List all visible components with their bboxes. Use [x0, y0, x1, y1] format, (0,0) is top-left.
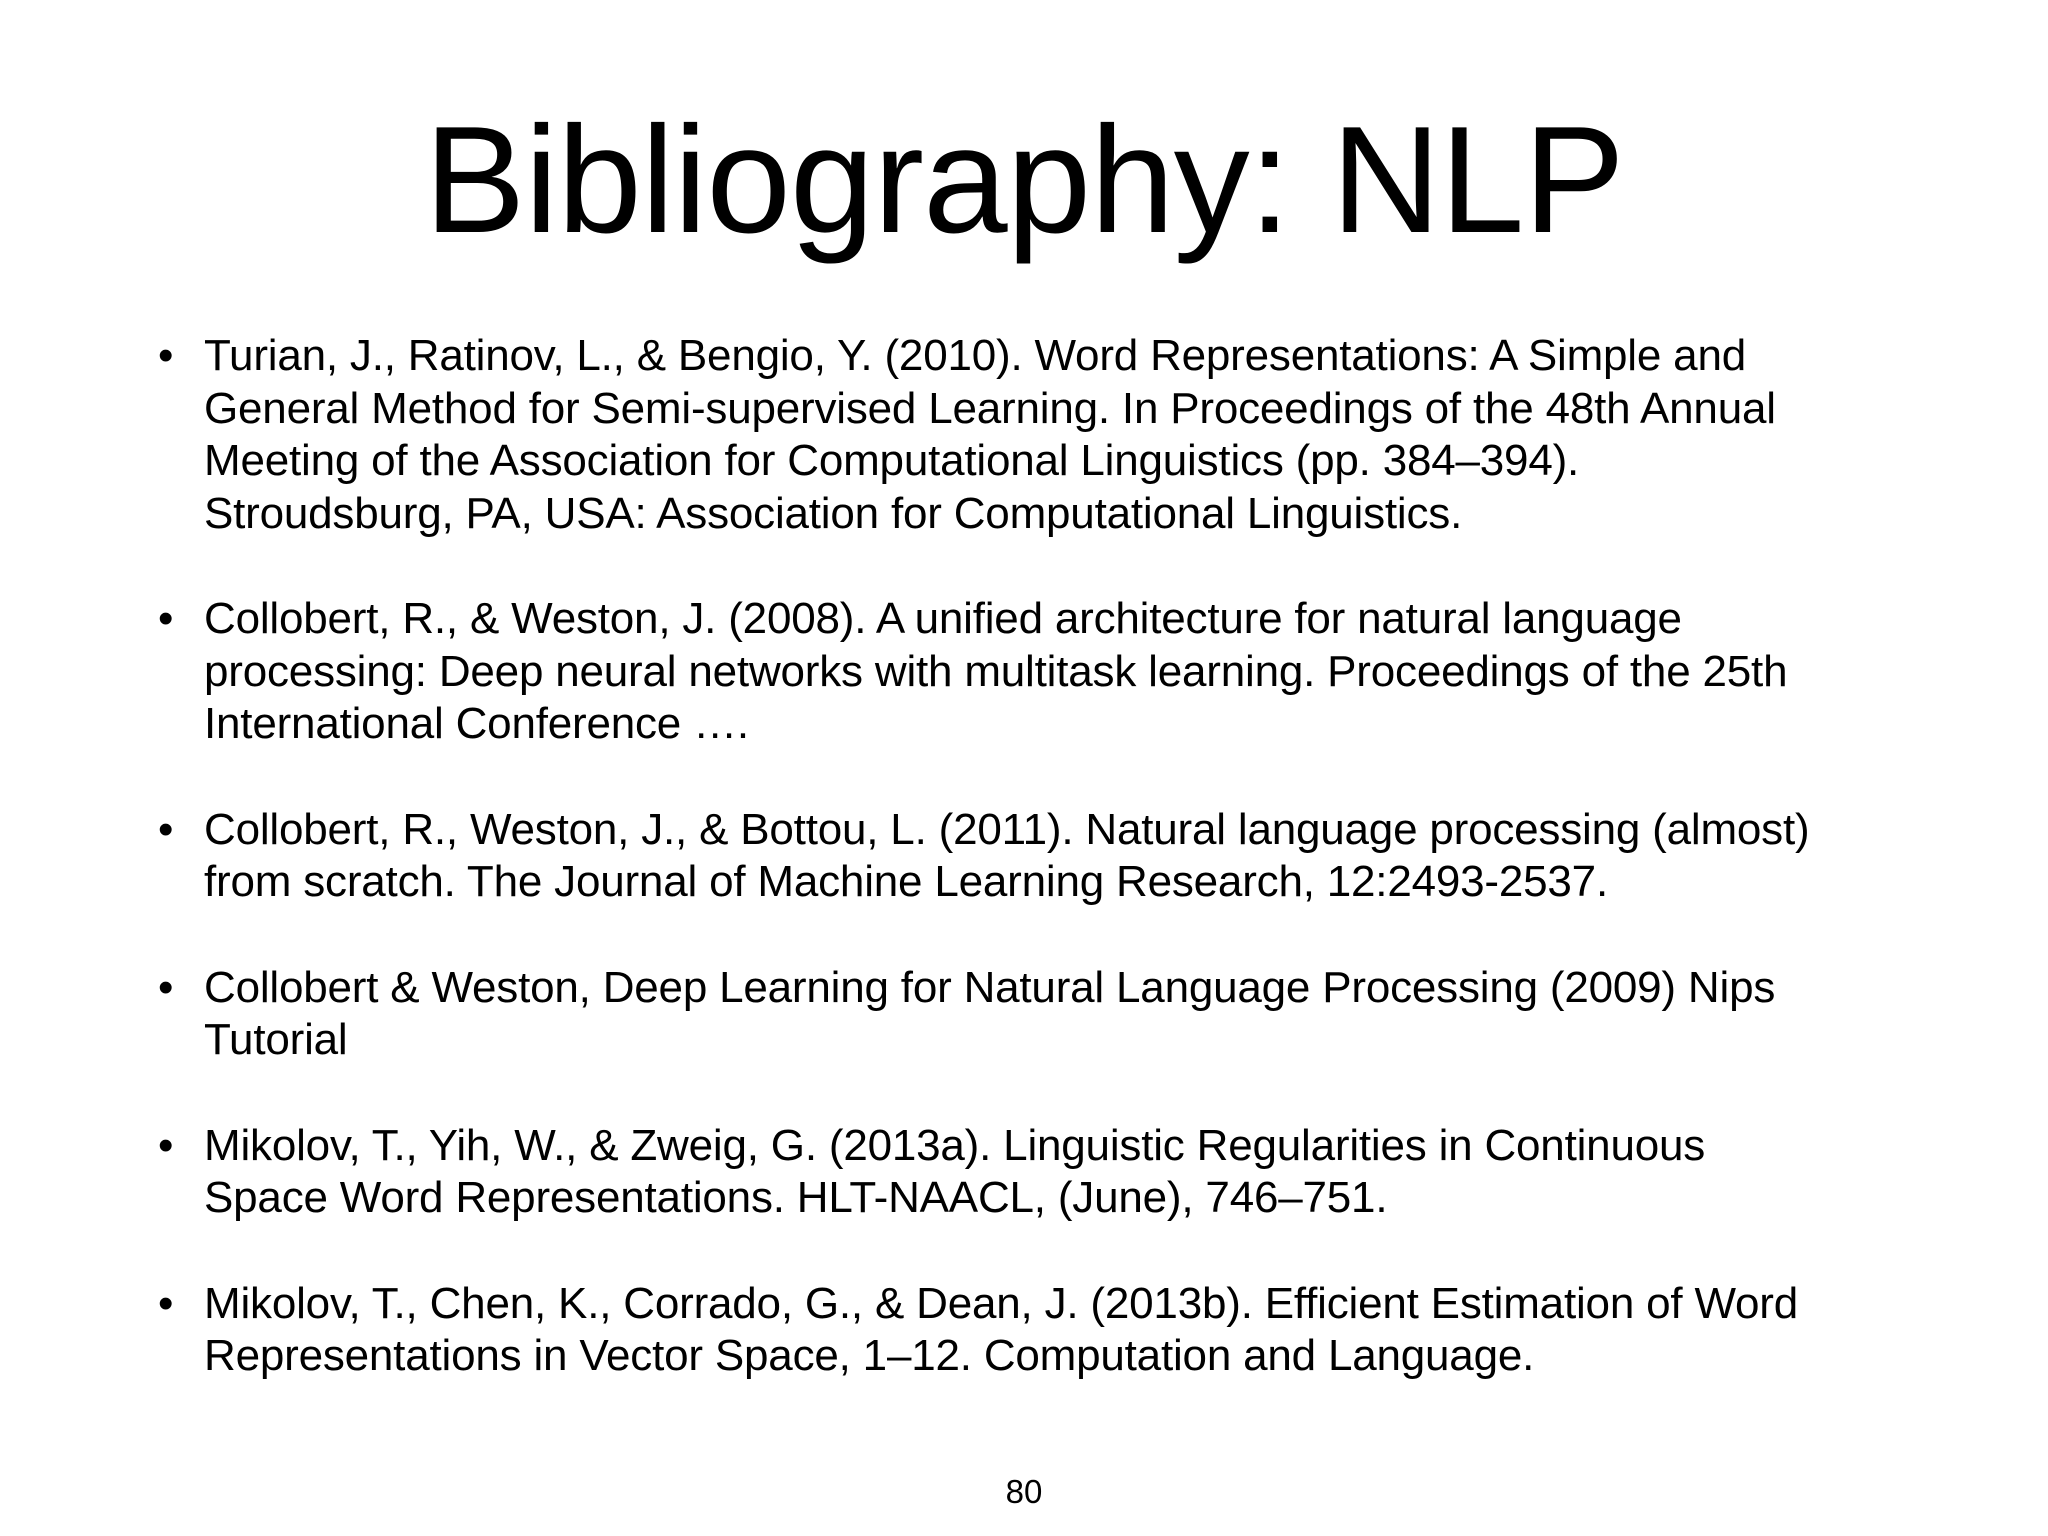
reference-line: from scratch. The Journal of Machine Learning Research, 12:2493-2537.: [204, 857, 1608, 906]
reference-item: [158, 804, 1918, 909]
reference-line: Stroudsburg, PA, USA: Association for Computational Linguistics.: [204, 488, 1463, 538]
slide-title: Bibliography: NLP: [424, 95, 1624, 265]
reference-line: Mikolov, T., Chen, K., Corrado, G., & Dean, J. (2013b). Efficient Estimation of Word: [204, 1278, 1798, 1328]
reference-line: Collobert, R., & Weston, J. (2008). A unified architecture for natural language: [204, 594, 1682, 643]
reference-item: [158, 593, 1918, 751]
reference-list: [158, 330, 1918, 1436]
bullet-icon: •: [158, 804, 174, 854]
reference-line: Collobert & Weston, Deep Learning for Natural Language Processing (2009) Nips: [204, 962, 1776, 1012]
reference-line: Collobert, R., Weston, J., & Bottou, L. (2011). Natural language processing (almost): [204, 804, 1810, 854]
bullet-icon: •: [158, 962, 174, 1012]
reference-item: [158, 1278, 1918, 1383]
reference-item: [158, 1120, 1918, 1225]
bullet-icon: •: [158, 1120, 174, 1170]
reference-line: International Conference ….: [204, 699, 749, 748]
bullet-icon: •: [158, 594, 174, 643]
page-number: 80: [1005, 1473, 1043, 1510]
reference-line: General Method for Semi-supervised Learning. In Proceedings of the 48th Annual: [204, 383, 1776, 433]
reference-item: [158, 330, 1918, 540]
reference-line: Turian, J., Ratinov, L., & Bengio, Y. (2010). Word Representations: A Simple and: [204, 331, 1746, 380]
reference-line: Mikolov, T., Yih, W., & Zweig, G. (2013a). Linguistic Regularities in Continuous: [204, 1120, 1706, 1170]
reference-line: Tutorial: [204, 1015, 348, 1064]
reference-line: processing: Deep neural networks with multitask learning. Proceedings of the 25th: [204, 646, 1788, 696]
reference-line: Representations in Vector Space, 1–12. Computation and Language.: [204, 1331, 1535, 1380]
bullet-icon: •: [158, 331, 174, 380]
reference-line: Meeting of the Association for Computational Linguistics (pp. 384–394).: [204, 436, 1580, 485]
reference-line: Space Word Representations. HLT-NAACL, (June), 746–751.: [204, 1173, 1388, 1222]
reference-item: [158, 962, 1918, 1067]
bullet-icon: •: [158, 1278, 174, 1328]
